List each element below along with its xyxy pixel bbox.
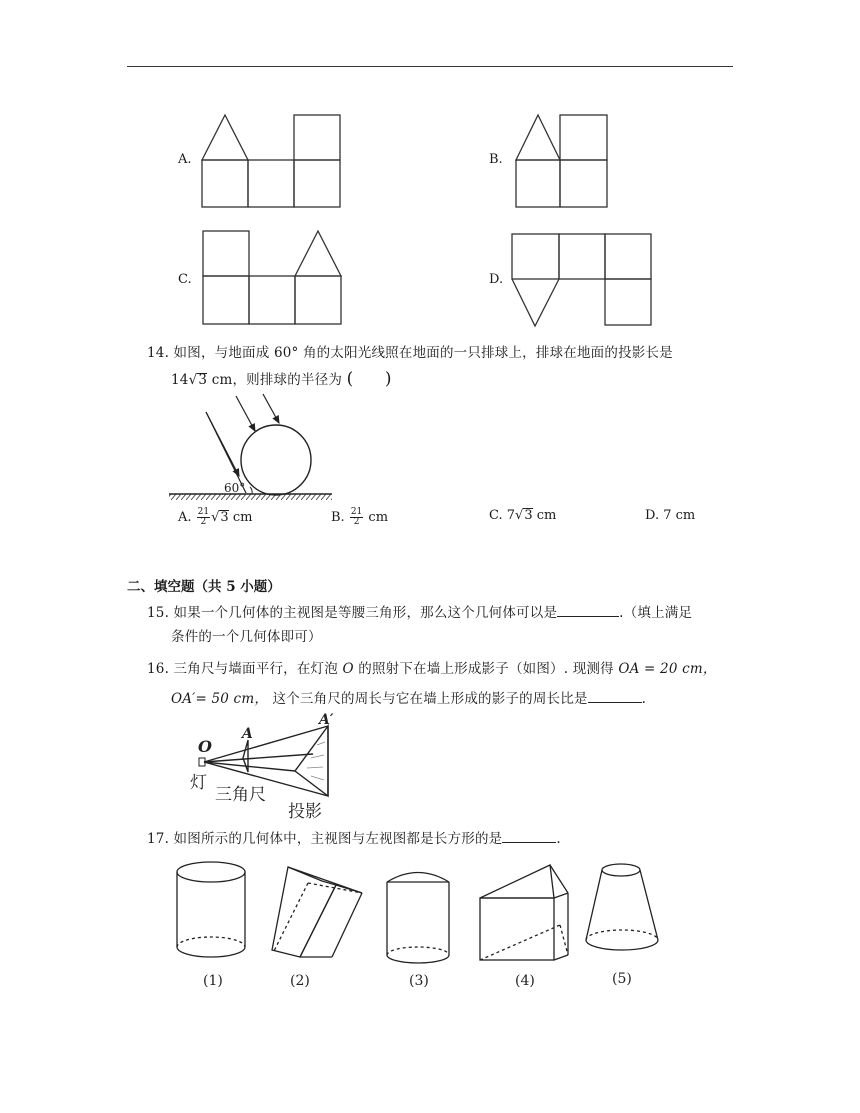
q17-label-2: (2) [290,973,310,989]
q14-option-c[interactable]: C. 7√3 cm [489,508,557,523]
q17-label-3: (3) [409,973,429,989]
q16-fig-label-lamp: 灯 [190,773,207,793]
q16-fig-label-a-prime: A′ [319,712,334,728]
q14-volleyball-figure [166,392,336,504]
q16-shadow-figure [187,710,347,822]
q16-question-line2: OA′= 50 cm， 这个三角尺的周长与它在墙上形成的影子的周长比是 . [171,685,646,713]
q13-option-d-label[interactable]: D. [489,272,504,287]
q16-fig-label-ruler: 三角尺 [215,785,266,805]
q14-option-b[interactable]: B. $\frac{21}{2}$ cm [331,507,389,527]
q13-option-c-figure [200,228,345,328]
q17-solids-figure [170,855,690,995]
q14-question-line2: 14√3 cm，则排球的半径为 ( ) [171,369,392,389]
q14-question-line1: 14. 如图，与地面成 60° 角的太阳光线照在地面的一只排球上，排球在地面的投影长是 [147,345,673,361]
q16-fig-label-a: A [242,726,253,742]
q17-label-5: (5) [612,971,632,987]
q14-angle-label: 60° [224,481,246,495]
q14-answer-paren-open[interactable]: ( [346,369,354,389]
q15-question-line1: 15. 如果一个几何体的主视图是等腰三角形，那么这个几何体可以是 .（填上满足 [147,599,692,627]
q17-label-1: (1) [203,973,223,989]
q13-option-c-label[interactable]: C. [178,272,192,287]
header-rule [127,66,733,67]
q16-question-line1: 16. 三角尺与墙面平行，在灯泡 O 的照射下在墙上形成影子（如图）. 现测得 OA = 20 cm， [147,661,717,677]
q15-question-line2: 条件的一个几何体即可） [171,629,322,645]
q17-label-4: (4) [515,973,535,989]
q14-option-a[interactable]: A. $\frac{21}{2}$ √3 cm [178,507,253,527]
solid-2-prism [272,867,362,957]
q13-option-a-figure [200,112,342,210]
q14-option-d[interactable]: D. 7 cm [645,508,696,523]
q14-answer-paren-close[interactable]: ) [384,369,392,389]
section-title: 二、填空题（共 5 小题） [127,579,281,595]
q16-fig-label-o: O [198,737,212,756]
q16-fig-label-shadow: 投影 [288,802,322,822]
solid-5-frustum [586,864,658,950]
q13-option-d-figure [509,231,655,331]
q13-option-a-label[interactable]: A. [178,152,192,167]
solid-3-dome [387,873,449,964]
q17-answer-blank[interactable] [502,828,556,843]
q13-option-b-label[interactable]: B. [489,152,503,167]
q15-answer-blank[interactable] [557,602,619,617]
q17-question: 17. 如图所示的几何体中，主视图与左视图都是长方形的是 . [147,825,561,853]
solid-4-tri-prism [480,865,568,960]
q16-answer-blank[interactable] [588,688,642,703]
solid-1-cylinder [177,862,245,957]
q13-option-b-figure [513,112,611,210]
